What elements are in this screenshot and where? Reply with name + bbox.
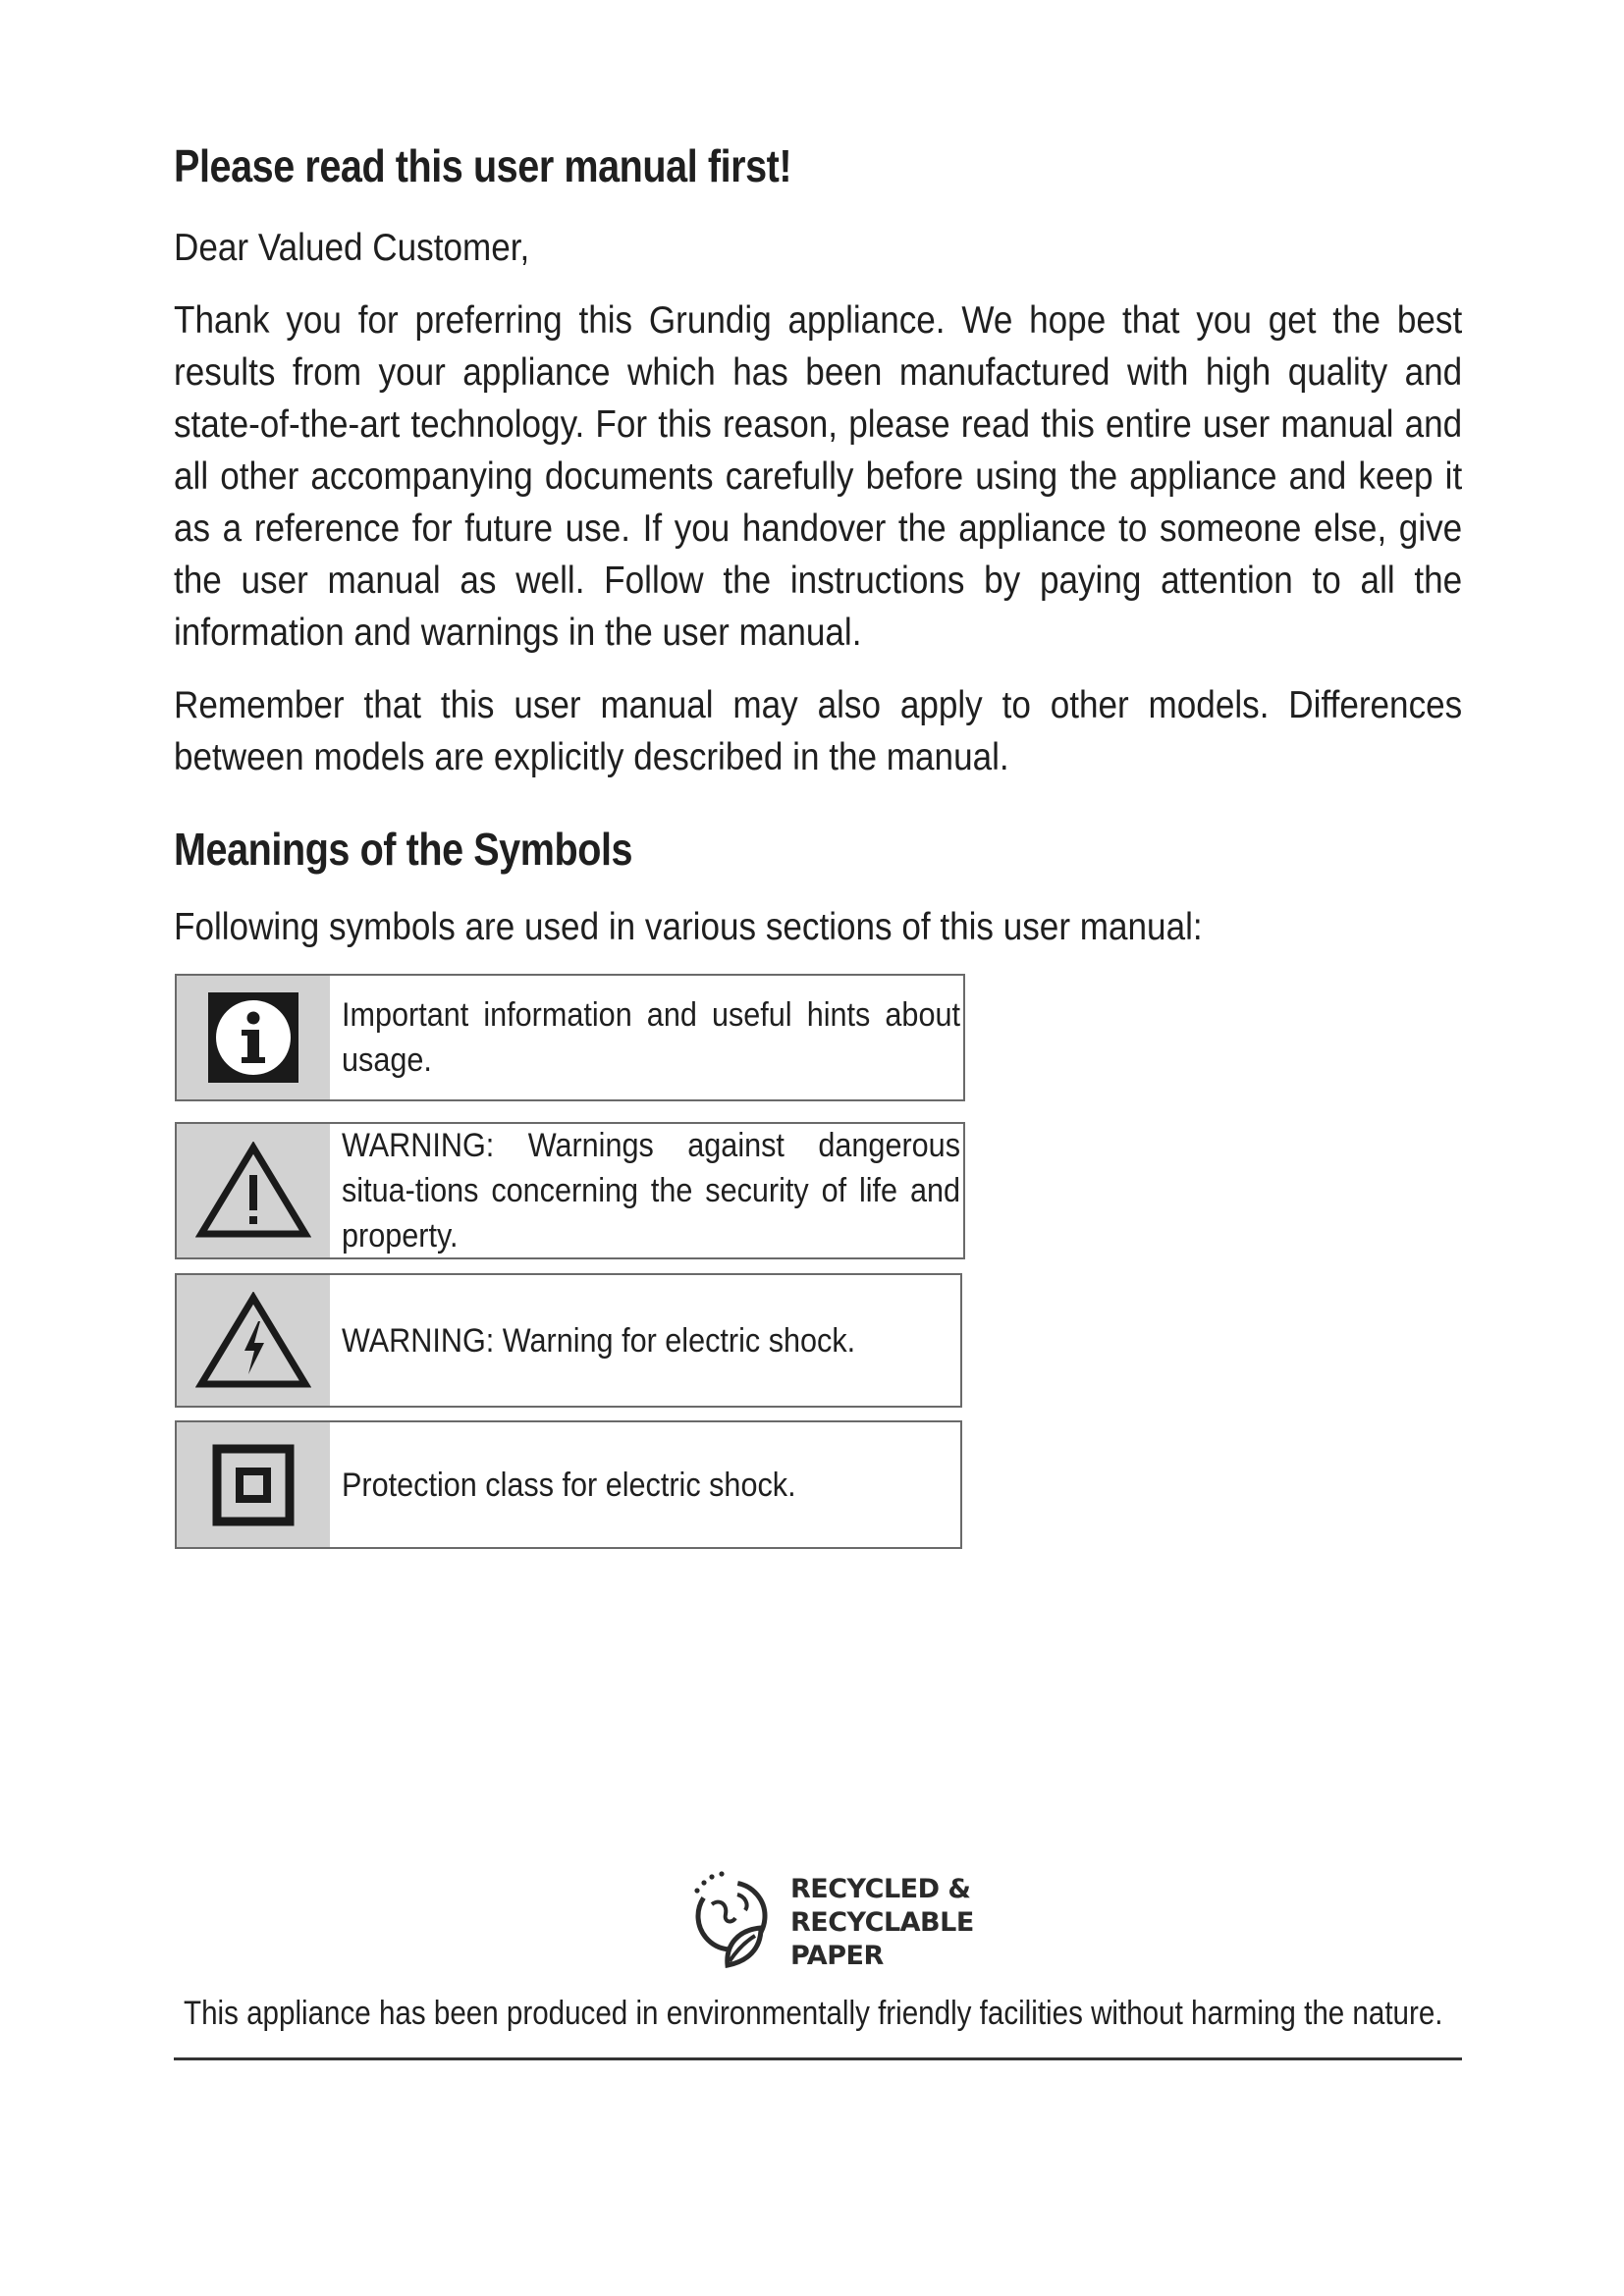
symbol-row-electric-shock [175, 1273, 962, 1408]
intro-paragraph-1: Thank you for preferring this Grundig appliance. We hope that you get the best results from your appliance which has been manufactured with high quality and state-of-the-art technology. For this reason, please read this entire user manual and all other accompanying documents carefully before using the appliance and keep it as a reference for future use. If you handover the appliance to someone else, give the user manual as well. Follow the instructions by paying attention to all the information and warnings in the user manual. [174, 299, 1463, 654]
recycled-paper-icon [682, 1865, 781, 1973]
symbol-row-warning [175, 1122, 965, 1259]
recycle-line-1: RECYCLED & [790, 1874, 971, 1904]
symbol-info-text: Important information and useful hints about usage. [342, 996, 960, 1079]
symbol-cell [177, 1275, 330, 1406]
protection-class-icon [212, 1444, 295, 1526]
electric-shock-icon [195, 1292, 311, 1390]
symbol-cell [177, 1124, 330, 1257]
symbol-warning-text: WARNING: Warnings against dangerous situa-tions concerning the security of life and property. [342, 1127, 960, 1255]
symbol-cell [177, 1422, 330, 1547]
footer-divider [174, 2057, 1462, 2060]
recycled-paper-label [790, 1873, 974, 1973]
intro-paragraph-2: Remember that this user manual may also apply to other models. Differences between models are explicitly described in the manual. [174, 684, 1463, 778]
warning-icon [195, 1142, 311, 1240]
symbol-description [330, 976, 1037, 1099]
symbol-description [330, 1275, 1037, 1406]
symbol-description [330, 1124, 1037, 1257]
intro-title: Please read this user manual first! [174, 140, 792, 191]
symbol-protection-class-text: Protection class for electric shock. [342, 1466, 796, 1504]
symbol-description [330, 1422, 1037, 1547]
info-icon [208, 992, 298, 1083]
recycle-line-3: PAPER [790, 1941, 884, 1971]
symbol-row-protection-class [175, 1420, 962, 1549]
symbols-lead: Following symbols are used in various sections of this user manual: [174, 906, 1203, 948]
symbol-electric-shock-text: WARNING: Warning for electric shock. [342, 1321, 856, 1360]
recycle-line-2: RECYCLABLE [790, 1907, 974, 1938]
symbol-cell [177, 976, 330, 1099]
symbol-row-info [175, 974, 965, 1101]
environment-note: This appliance has been produced in environmentally friendly facilities without harming the nature. [184, 1995, 1443, 2032]
salutation: Dear Valued Customer, [174, 227, 530, 269]
symbols-title: Meanings of the Symbols [174, 824, 633, 875]
